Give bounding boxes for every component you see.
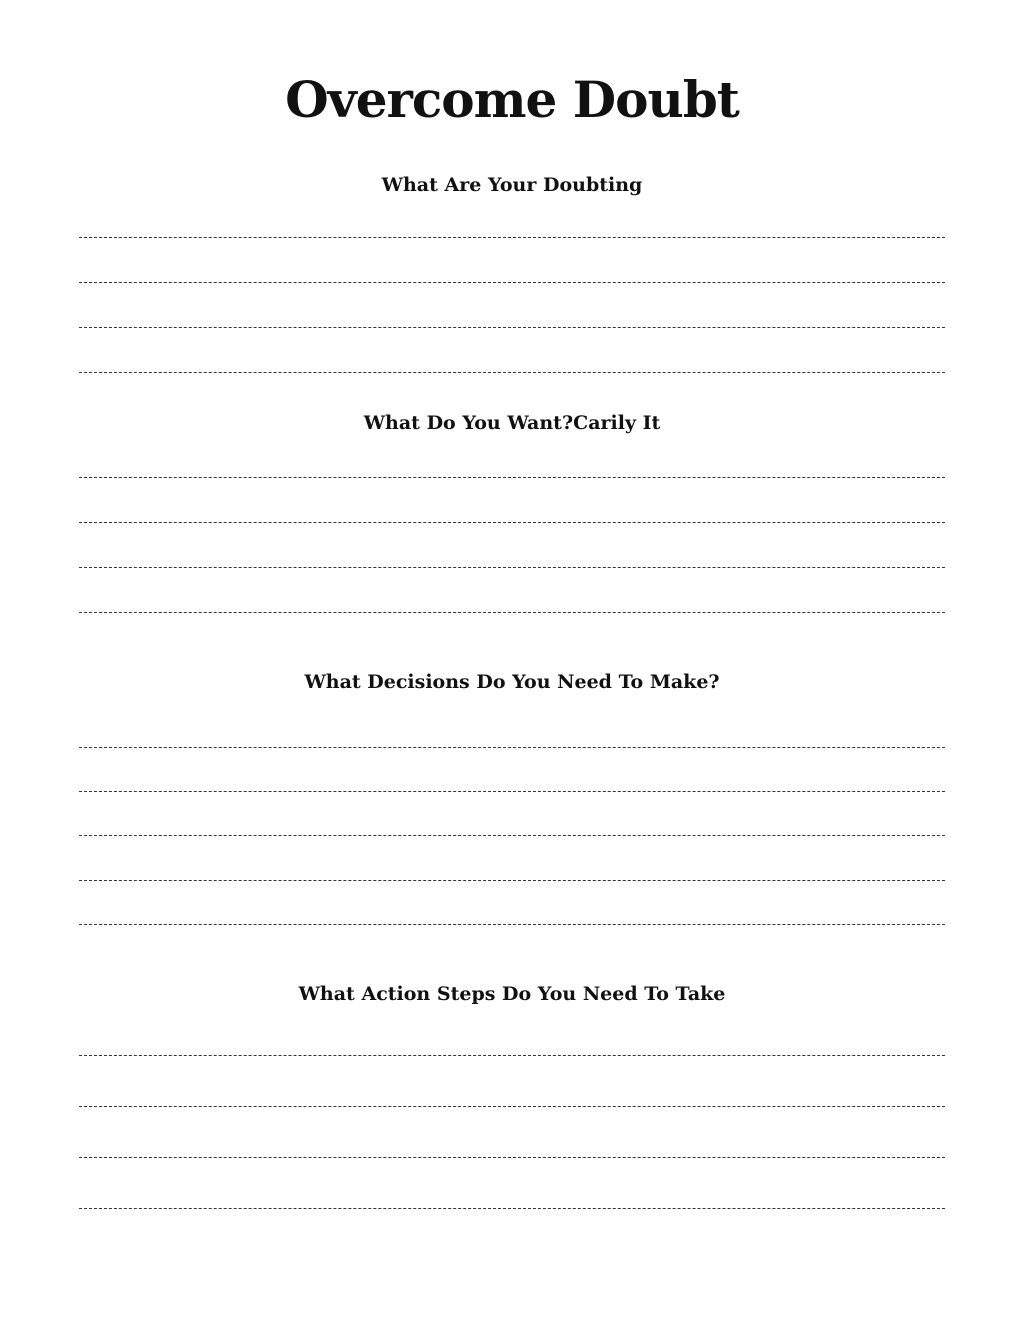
writing-line[interactable] [79,747,945,748]
writing-line[interactable] [79,1157,945,1158]
writing-line[interactable] [79,237,945,238]
writing-line[interactable] [79,924,945,925]
writing-line[interactable] [79,1055,945,1056]
writing-line[interactable] [79,612,945,613]
writing-line[interactable] [79,567,945,568]
writing-line[interactable] [79,522,945,523]
writing-line[interactable] [79,835,945,836]
writing-line[interactable] [79,1208,945,1209]
writing-line[interactable] [79,880,945,881]
page-title: Overcome Doubt [285,70,739,129]
writing-line[interactable] [79,1106,945,1107]
section-heading-decisions: What Decisions Do You Need To Make? [304,671,720,693]
writing-line[interactable] [79,372,945,373]
section-heading-action-steps: What Action Steps Do You Need To Take [298,983,726,1005]
writing-line[interactable] [79,282,945,283]
section-heading-want: What Do You Want?Carily It [363,412,661,434]
section-heading-doubting: What Are Your Doubting [381,174,643,196]
writing-line[interactable] [79,791,945,792]
writing-line[interactable] [79,477,945,478]
writing-line[interactable] [79,327,945,328]
